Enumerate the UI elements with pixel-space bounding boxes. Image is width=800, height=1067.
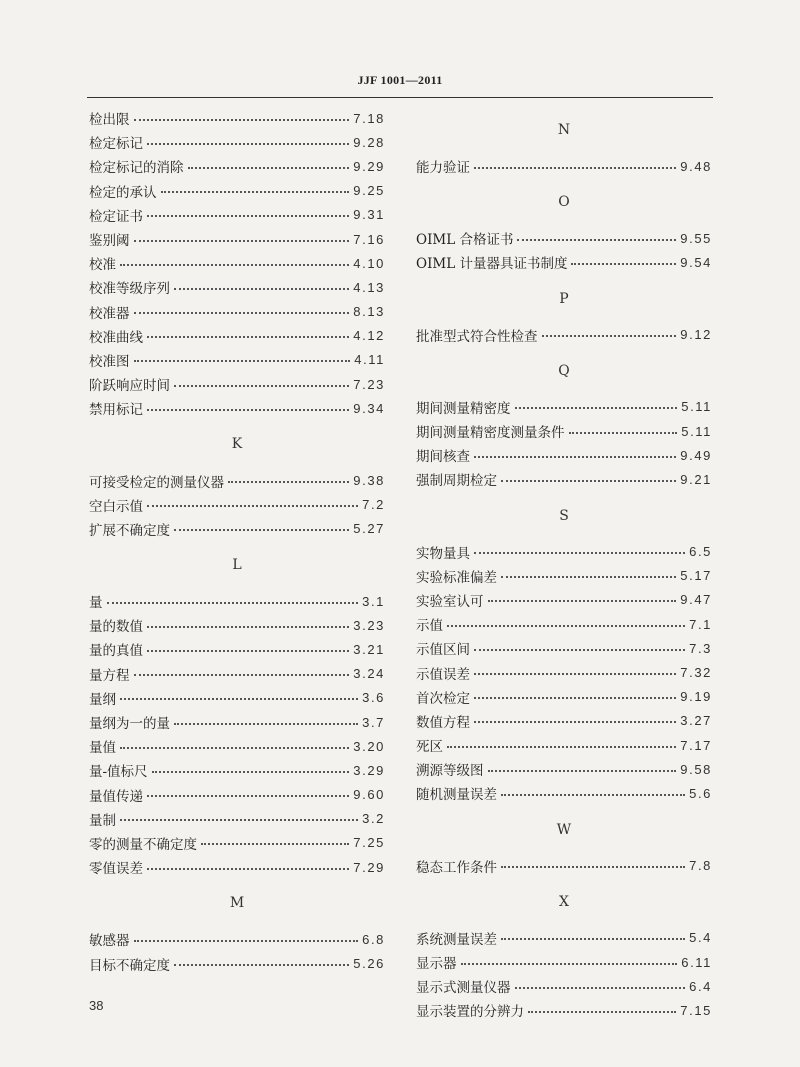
dot-leader: [228, 481, 349, 483]
index-term: 显示式测量仪器: [416, 980, 511, 997]
index-reference-number: 5.6: [689, 785, 712, 801]
index-reference-number: 7.23: [353, 376, 385, 392]
index-reference-number: 3.7: [362, 714, 385, 730]
section-letter: Q: [558, 362, 570, 379]
index-term: 能力验证: [416, 160, 470, 177]
index-term: 首次检定: [416, 690, 470, 707]
dot-leader: [447, 746, 676, 748]
index-term: 量值传递: [89, 788, 143, 805]
dot-leader: [147, 868, 349, 870]
index-term: 检定证书: [89, 208, 143, 225]
index-reference-number: 9.60: [353, 787, 385, 803]
index-reference-number: 7.1: [689, 616, 712, 632]
index-term: 检出限: [89, 112, 130, 129]
header-rule: [87, 97, 713, 98]
index-reference-number: 5.26: [353, 956, 385, 972]
index-term: 量方程: [89, 667, 130, 684]
index-entry: [89, 951, 385, 975]
index-reference-number: 9.21: [680, 471, 712, 487]
index-reference-number: 9.47: [680, 592, 712, 608]
dot-leader: [501, 480, 676, 482]
index-entry: [89, 710, 385, 734]
index-term: 批准型式符合性检查: [416, 328, 538, 345]
index-entry: [416, 443, 712, 467]
index-entry: [416, 781, 712, 805]
dot-leader: [147, 650, 349, 652]
page-header: JJF 1001—2011: [357, 73, 443, 87]
dot-leader: [447, 625, 685, 627]
index-reference-number: 9.38: [353, 473, 385, 489]
index-term: 数值方程: [416, 714, 470, 731]
index-term: 显示装置的分辨力: [416, 1004, 524, 1021]
dot-leader: [474, 721, 676, 723]
dot-leader: [134, 360, 351, 362]
index-entry: [89, 831, 385, 855]
index-entry: [416, 660, 712, 684]
index-reference-number: 3.2: [362, 811, 385, 827]
index-reference-number: 7.25: [353, 835, 385, 851]
index-entry: [89, 106, 385, 130]
index-reference-number: 7.2: [362, 497, 385, 513]
index-reference-number: 9.34: [353, 400, 385, 416]
index-reference-number: 3.6: [362, 690, 385, 706]
index-term: 示值误差: [416, 666, 470, 683]
index-reference-number: 4.10: [353, 255, 385, 271]
index-reference-number: 9.28: [353, 134, 385, 150]
index-term: 量值: [89, 740, 116, 757]
index-reference-number: 5.4: [689, 930, 712, 946]
index-entry: [89, 758, 385, 782]
index-entry: [89, 396, 385, 420]
index-entry: [416, 323, 712, 347]
section-letter: M: [229, 895, 245, 912]
dot-leader: [147, 336, 349, 338]
dot-leader: [152, 771, 350, 773]
index-entry: [89, 154, 385, 178]
index-column-left: [89, 106, 385, 976]
section-letter: W: [556, 821, 572, 838]
dot-leader: [474, 456, 676, 458]
index-entry: [416, 950, 712, 974]
index-reference-number: 5.11: [681, 399, 712, 415]
index-entry: [89, 227, 385, 251]
index-reference-number: 9.49: [680, 447, 712, 463]
index-reference-number: 4.12: [353, 328, 385, 344]
dot-leader: [134, 119, 350, 121]
index-reference-number: 5.11: [681, 423, 712, 439]
index-reference-number: 7.15: [680, 1002, 712, 1018]
index-entry: [416, 733, 712, 757]
index-entry: [89, 807, 385, 831]
dot-leader: [134, 674, 350, 676]
dot-leader: [501, 938, 685, 940]
index-entry: [89, 179, 385, 203]
index-term: 扩展不确定度: [89, 522, 170, 539]
index-reference-number: 9.58: [680, 761, 712, 777]
dot-leader: [569, 432, 678, 434]
section-letter: O: [558, 194, 570, 211]
index-entry: [89, 203, 385, 227]
index-term: 校准等级序列: [89, 281, 170, 298]
dot-leader: [120, 747, 349, 749]
section-letter: S: [559, 507, 569, 524]
page-number: 38: [89, 998, 104, 1013]
index-term: 检定的承认: [89, 184, 157, 201]
dot-leader: [120, 264, 349, 266]
dot-leader: [501, 576, 676, 578]
index-term: 目标不确定度: [89, 957, 170, 974]
index-entry: [416, 685, 712, 709]
index-entry: [416, 588, 712, 612]
section-letter: L: [232, 557, 242, 573]
index-term: 检定标记的消除: [89, 160, 184, 177]
index-term: OIML 合格证书: [416, 232, 514, 249]
dot-leader: [147, 505, 358, 507]
index-reference-number: 3.24: [353, 666, 385, 682]
dot-leader: [515, 407, 678, 409]
dot-leader: [501, 794, 685, 796]
index-reference-number: 3.29: [353, 762, 385, 778]
dot-leader: [188, 167, 350, 169]
index-column-right: [416, 106, 712, 1023]
index-term: 死区: [416, 739, 443, 756]
index-entry: [89, 372, 385, 396]
dot-leader: [461, 963, 678, 965]
index-reference-number: 9.55: [680, 230, 712, 246]
index-term: 空白示值: [89, 498, 143, 515]
index-term: 示值区间: [416, 642, 470, 659]
section-letter: P: [559, 290, 569, 307]
index-reference-number: 9.12: [680, 327, 712, 343]
section-letter: X: [559, 893, 569, 910]
dot-leader: [147, 143, 349, 145]
index-reference-number: 7.16: [353, 231, 385, 247]
dot-leader: [528, 1011, 676, 1013]
index-term: 稳态工作条件: [416, 859, 497, 876]
dot-leader: [147, 409, 349, 411]
dot-leader: [120, 819, 358, 821]
dot-leader: [174, 723, 358, 725]
dot-leader: [161, 191, 350, 193]
index-entry: [89, 493, 385, 517]
index-term: OIML 计量器具证书制度: [416, 256, 568, 273]
dot-leader: [174, 964, 349, 966]
index-reference-number: 6.5: [689, 544, 712, 560]
section-letter: K: [231, 436, 243, 453]
index-entry: [89, 589, 385, 613]
dot-leader: [474, 167, 676, 169]
index-entry: [416, 564, 712, 588]
dot-leader: [134, 940, 359, 942]
dot-leader: [488, 600, 677, 602]
index-reference-number: 9.25: [353, 183, 385, 199]
dot-leader: [147, 626, 349, 628]
index-entry: [89, 855, 385, 879]
index-entry: [416, 540, 712, 564]
index-term: 期间测量精密度: [416, 400, 511, 417]
index-entry: [416, 226, 712, 250]
index-entry: [89, 251, 385, 275]
dot-leader: [517, 239, 676, 241]
dot-leader: [107, 602, 359, 604]
index-entry: [89, 927, 385, 951]
dot-leader: [134, 240, 350, 242]
index-term: 量纲为一的量: [89, 716, 170, 733]
index-term: 量纲: [89, 691, 116, 708]
dot-leader: [501, 866, 685, 868]
dot-leader: [571, 263, 676, 265]
index-term: 期间测量精密度测量条件: [416, 425, 565, 442]
dot-leader: [147, 795, 349, 797]
index-term: 量的真值: [89, 643, 143, 660]
index-term: 量-值标尺: [89, 764, 148, 781]
index-reference-number: 9.29: [353, 158, 385, 174]
index-reference-number: 7.17: [680, 737, 712, 753]
index-entry: [416, 757, 712, 781]
dot-leader: [488, 770, 677, 772]
index-entry: [89, 348, 385, 372]
index-reference-number: 8.13: [353, 304, 385, 320]
index-reference-number: 7.32: [680, 665, 712, 681]
index-term: 显示器: [416, 956, 457, 973]
index-term: 量: [89, 595, 103, 612]
index-reference-number: 7.3: [689, 640, 712, 656]
index-reference-number: 3.1: [362, 593, 385, 609]
index-entry: [416, 709, 712, 733]
dot-leader: [174, 385, 349, 387]
index-term: 实验室认可: [416, 593, 484, 610]
index-term: 可接受检定的测量仪器: [89, 474, 224, 491]
index-term: 溯源等级图: [416, 763, 484, 780]
index-reference-number: 9.19: [680, 689, 712, 705]
index-entry: [89, 130, 385, 154]
index-reference-number: 3.27: [680, 713, 712, 729]
index-term: 校准器: [89, 305, 130, 322]
index-reference-number: 9.54: [680, 254, 712, 270]
index-entry: [416, 612, 712, 636]
index-entry: [416, 154, 712, 178]
index-term: 随机测量误差: [416, 787, 497, 804]
index-reference-number: 5.17: [680, 568, 712, 584]
index-entry: [89, 783, 385, 807]
index-entry: [89, 637, 385, 661]
index-term: 量的数值: [89, 619, 143, 636]
dot-leader: [474, 673, 676, 675]
dot-leader: [120, 698, 358, 700]
index-entry: [89, 468, 385, 492]
index-entry: [416, 419, 712, 443]
index-entry: [416, 636, 712, 660]
index-entry: [416, 998, 712, 1022]
dot-leader: [174, 529, 349, 531]
index-reference-number: 6.4: [689, 978, 712, 994]
index-term: 量制: [89, 812, 116, 829]
index-term: 敏感器: [89, 933, 130, 950]
index-entry: [416, 974, 712, 998]
index-term: 校准: [89, 257, 116, 274]
index-term: 期间核查: [416, 449, 470, 466]
index-entry: [89, 300, 385, 324]
index-reference-number: 7.29: [353, 859, 385, 875]
index-entry: [416, 467, 712, 491]
index-term: 示值: [416, 618, 443, 635]
section-letter: N: [557, 122, 571, 138]
index-term: 校准图: [89, 353, 130, 370]
index-reference-number: 4.11: [354, 352, 385, 368]
dot-leader: [542, 335, 677, 337]
index-reference-number: 7.8: [689, 858, 712, 874]
index-reference-number: 9.31: [353, 207, 385, 223]
dot-leader: [201, 843, 349, 845]
index-term: 实验标准偏差: [416, 569, 497, 586]
index-entry: [89, 686, 385, 710]
index-entry: [416, 395, 712, 419]
dot-leader: [515, 987, 686, 989]
dot-leader: [474, 697, 676, 699]
index-entry: [416, 926, 712, 950]
index-term: 检定标记: [89, 136, 143, 153]
index-reference-number: 6.8: [362, 931, 385, 947]
index-reference-number: 7.18: [353, 110, 385, 126]
dot-leader: [474, 552, 685, 554]
dot-leader: [147, 215, 349, 217]
dot-leader: [474, 649, 685, 651]
index-reference-number: 6.11: [681, 954, 712, 970]
index-term: 阶跃响应时间: [89, 378, 170, 395]
index-entry: [89, 613, 385, 637]
index-entry: [89, 517, 385, 541]
index-reference-number: 4.13: [353, 279, 385, 295]
index-reference-number: 3.23: [353, 617, 385, 633]
index-entry: [416, 250, 712, 274]
dot-leader: [134, 312, 350, 314]
index-entry: [89, 734, 385, 758]
index-term: 零的测量不确定度: [89, 836, 197, 853]
index-term: 强制周期检定: [416, 473, 497, 490]
index-reference-number: 5.27: [353, 521, 385, 537]
index-entry: [89, 662, 385, 686]
index-entry: [89, 275, 385, 299]
index-term: 零值误差: [89, 861, 143, 878]
index-term: 禁用标记: [89, 402, 143, 419]
index-term: 鉴别阈: [89, 233, 130, 250]
dot-leader: [174, 288, 349, 290]
index-term: 校准曲线: [89, 329, 143, 346]
index-term: 系统测量误差: [416, 931, 497, 948]
index-term: 实物量具: [416, 545, 470, 562]
index-entry: [89, 324, 385, 348]
index-reference-number: 3.21: [353, 641, 385, 657]
index-entry: [416, 854, 712, 878]
index-reference-number: 3.20: [353, 738, 385, 754]
index-reference-number: 9.48: [680, 158, 712, 174]
